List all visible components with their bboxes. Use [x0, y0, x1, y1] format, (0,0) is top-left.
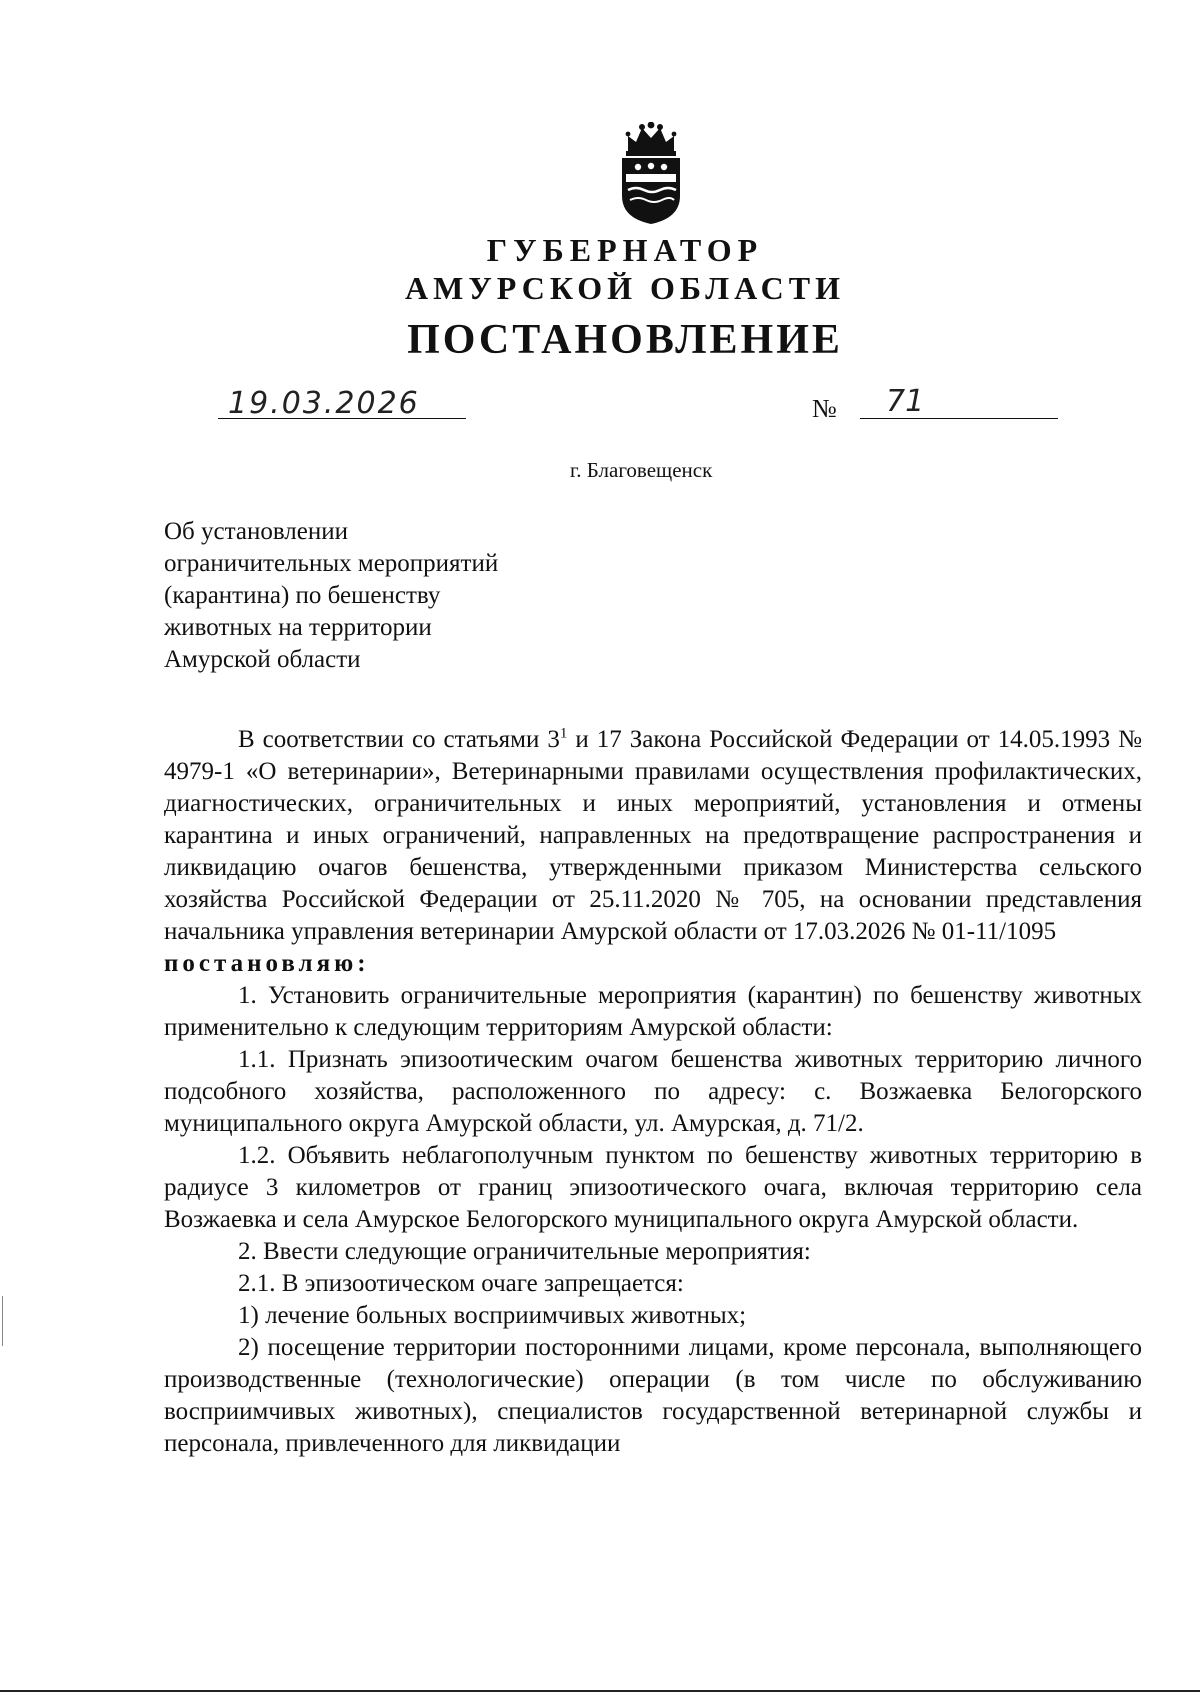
governor-title: ГУБЕРНАТОР [486, 232, 764, 268]
number-underline [860, 418, 1058, 419]
preamble [164, 724, 1142, 948]
region-title: АМУРСКОЙ ОБЛАСТИ [405, 270, 845, 306]
item-1-2: 1.2. Объявить неблагополучным пунктом по бешенству животных территорию в радиусе 3 километров от границ эпизоотического очага, включая территорию села Возжаевка и села Амурское Белогорского муниципального округа Амурской области. [164, 1142, 1142, 1233]
preamble-rest: и 17 Закона Российской Федерации от 14.05.1993 № 4979-1 «О ветеринарии», Ветеринарными правилами осуществления профилактических, диагностических, ограничительных и иных мероприятий, установления и отмены карантина и иных ограничений, направленных на предотвращение распространения и ликвидацию очагов бешенства, утвержденными приказом Министерства сельского хозяйства Российской Федерации от 25.11.2020 № 705, на основании представления начальника управления ветеринарии Амурской области от 17.03.2026 № 01-11/1095 [164, 726, 1142, 945]
subject-line: (карантина) по бешенству [164, 582, 441, 609]
document-subject [164, 516, 584, 676]
item-2: 2. Ввести следующие ограничительные мероприятия: [238, 1238, 811, 1265]
number-sign: № [812, 394, 837, 423]
page-bottom-rule [0, 1690, 1200, 1692]
item-2-1-1: 1) лечение больных восприимчивых животных; [238, 1302, 747, 1329]
document-body [164, 724, 1142, 1460]
preamble-superscript: 1 [559, 725, 568, 742]
document-number: 71 [886, 384, 925, 419]
document-type: ПОСТАНОВЛЕНИЕ [407, 317, 843, 363]
date-underline [218, 418, 466, 419]
subject-line: ограничительных мероприятий [164, 550, 499, 577]
item-2-1-2: 2) посещение территории посторонними лицами, кроме персонала, выполняющего производственные (технологические) операции (в том числе по обслуживанию восприимчивых животных), специалистов государственной ветеринарной службы и персонала, привлеченного для ликвидации [164, 1334, 1142, 1457]
city: г. Благовещенск [570, 458, 713, 482]
item-1-1: 1.1. Признать эпизоотическим очагом бешенства животных территорию личного подсобного хозяйства, расположенного по адресу: с. Возжаевка Белогорского муниципального округа Амурской области, ул. Амурская, д. 71/2. [164, 1046, 1142, 1137]
subject-line: Об установлении [164, 518, 349, 545]
item-1: 1. Установить ограничительные мероприятия (карантин) по бешенству животных применительно к следующим территориям Амурской области: [164, 982, 1142, 1041]
item-2-1: 2.1. В эпизоотическом очаге запрещается: [238, 1270, 684, 1297]
amur-region-coat-of-arms-icon [614, 122, 688, 226]
document-date: 19.03.2026 [228, 386, 420, 421]
decree-word: постановляю: [164, 950, 370, 977]
subject-line: животных на территории [164, 614, 432, 641]
preamble-start: В соответствии со статьями 3 [238, 726, 560, 753]
subject-line: Амурской области [164, 646, 361, 673]
scan-artifact [2, 1296, 3, 1346]
